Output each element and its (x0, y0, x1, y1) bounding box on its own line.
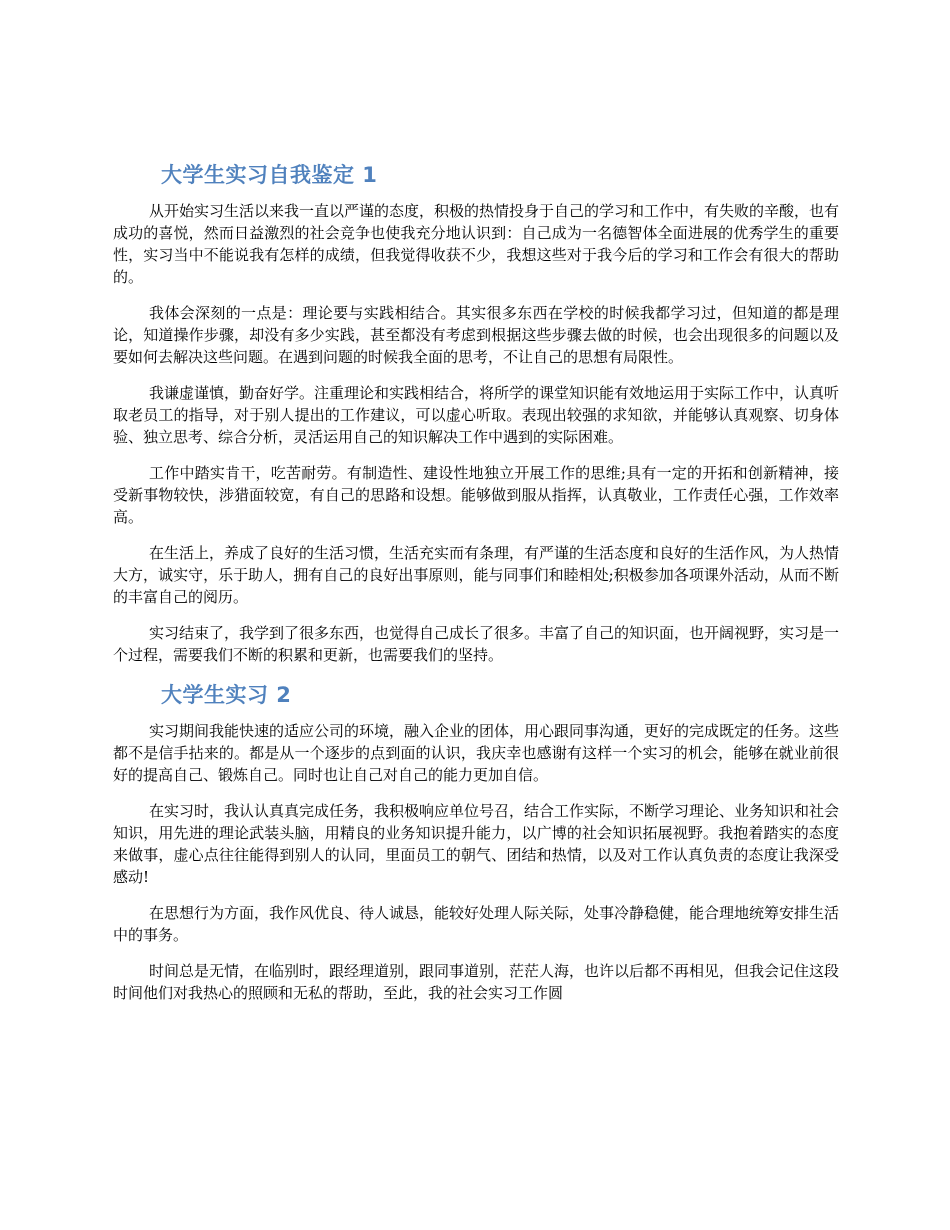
paragraph: 时间总是无情，在临别时，跟经理道别，跟同事道别，茫茫人海，也许以后都不再相见，但我会记住这段时间他们对我热心的照顾和无私的帮助，至此，我的社会实习工作圆 (113, 962, 840, 1002)
section-title-1: 大学生实习自我鉴定 1 (161, 163, 378, 187)
paragraph: 在思想行为方面，我作风优良、待人诚恳，能较好处理人际关际，处事冷静稳健，能合理地统筹安排生活中的事务。 (113, 904, 840, 944)
document-body (113, 160, 839, 1018)
paragraph: 在生活上，养成了良好的生活习惯，生活充实而有条理，有严谨的生活态度和良好的生活作风，为人热情大方，诚实守，乐于助人，拥有自己的良好出事原则，能与同事们和睦相处;积极参加各项课外活动，从而不断的丰富自己的阅历。 (113, 544, 840, 606)
paragraph: 实习结束了，我学到了很多东西，也觉得自己成长了很多。丰富了自己的知识面，也开阔视野，实习是一个过程，需要我们不断的积累和更新，也需要我们的坚持。 (113, 624, 840, 664)
paragraph: 我谦虚谨慎，勤奋好学。注重理论和实践相结合，将所学的课堂知识能有效地运用于实际工作中，认真听取老员工的指导，对于别人提出的工作建议，可以虚心听取。表现出较强的求知欲，并能够认真观察、切身体验、独立思考、综合分析，灵活运用自己的知识解决工作中遇到的实际困难。 (113, 384, 840, 446)
paragraph: 在实习时，我认认真真完成任务，我积极响应单位号召，结合工作实际，不断学习理论、业务知识和社会知识，用先进的理论武装头脑，用精良的业务知识提升能力，以广博的社会知识拓展视野。我抱着踏实的态度来做事，虚心点往往能得到别人的认同，里面员工的朝气、团结和热情，以及对工作认真负责的态度让我深受感动! (113, 802, 840, 886)
paragraph: 从开始实习生活以来我一直以严谨的态度，积极的热情投身于自己的学习和工作中，有失败的辛酸，也有成功的喜悦，然而日益激烈的社会竞争也使我充分地认识到：自己成为一名德智体全面进展的优秀学生的重要性，实习当中不能说我有怎样的成绩，但我觉得收获不少，我想这些对于我今后的学习和工作会有很大的帮助的。 (113, 202, 840, 286)
paragraph: 工作中踏实肯干，吃苦耐劳。有制造性、建设性地独立开展工作的思维;具有一定的开拓和创新精神，接受新事物较快，涉猎面较宽，有自己的思路和设想。能够做到服从指挥，认真敬业，工作责任心强，工作效率高。 (113, 464, 839, 526)
paragraph: 实习期间我能快速的适应公司的环境，融入企业的团体，用心跟同事沟通，更好的完成既定的任务。这些都不是信手拈来的。都是从一个逐步的点到面的认识，我庆幸也感谢有这样一个实习的机会，能够在就业前很好的提高自己、锻炼自己。同时也让自己对自己的能力更加自信。 (113, 722, 840, 784)
paragraph: 我体会深刻的一点是：理论要与实践相结合。其实很多东西在学校的时候我都学习过，但知道的都是理论，知道操作步骤，却没有多少实践，甚至都没有考虑到根据这些步骤去做的时候，也会出现很多的问题以及要如何去解决这些问题。在遇到问题的时候我全面的思考，不让自己的思想有局限性。 (113, 304, 839, 366)
section-title-2: 大学生实习 2 (161, 683, 292, 707)
